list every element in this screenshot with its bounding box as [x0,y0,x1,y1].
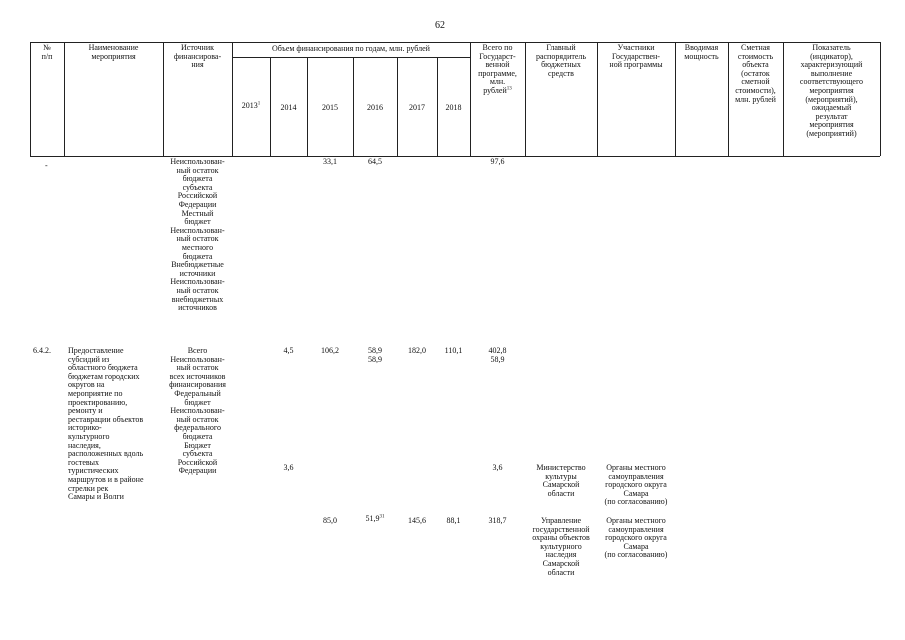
page-number: 62 [435,20,445,31]
years-subheader-line [232,57,470,58]
subject2-sum: 318,7 [488,516,507,525]
header-year-2016: 2016 [367,103,383,112]
header-indicator: Показатель (индикатор), характеризующий выполнение соответствующего мероприятия (мероприятий), ожидаемый результат мероприятия (мероприятий) [799,43,864,138]
total-2015: 106,2 [321,346,339,355]
table-header-bottom-border [30,156,880,157]
header-total: Всего по Государст- венной программе, млн. рублей$^{13}$ [478,43,517,95]
subject2-2016: 51,9$^{31}$ [365,514,385,523]
block1-total: 97,6 [490,157,505,166]
header-capacity: Вводимая мощность [684,43,719,61]
item-number: 6.4.2. [33,346,51,355]
header-chief-manager: Главный распорядитель бюджетных средств [535,43,587,78]
col-border [232,42,233,156]
subject2-2018: 88,1 [446,516,461,525]
subject1-2014: 3,6 [283,463,294,472]
block1-2016: 64,5 [368,157,382,166]
header-year-2013: 2013$^1$ [241,101,261,110]
header-year-2018: 2018 [445,103,462,112]
subject1-sum: 3,6 [492,463,503,472]
total-2016: 58,9 [368,346,382,355]
block2-sources: Всего Неиспользован- ный остаток всех источников финансирования Федеральный бюджет Неиспользован- ный остаток федерального бюджета Бюджет субъекта Российской Федерации [169,346,226,476]
row-dash: - [45,161,48,170]
subject2-participants: Органы местного самоуправления городского округа Самара (по согласованию) [604,516,668,560]
header-year-2015: 2015 [322,103,338,112]
subject2-manager: Управление государственной охраны объектов культурного наследия Самарской области [532,516,590,577]
header-source: Источник финансирова- ния [173,43,222,70]
subject1-participants: Органы местного самоуправления городского округа Самара (по согласованию) [604,463,668,507]
header-volume: Объем финансирования по годам, млн. рублей [272,44,430,53]
total-2014: 4,5 [283,346,294,355]
block1-2015: 33,1 [323,157,337,166]
header-year-2017: 2017 [409,103,425,112]
subject1-manager: Министерство культуры Самарской области [536,463,586,498]
total-2017: 182,0 [408,346,426,355]
unused-sum: 58,9 [490,355,505,364]
subject2-2015: 85,0 [323,516,337,525]
col-border [880,42,881,156]
header-cost: Сметная стоимость объекта (остаток сметной стоимости), млн. рублей [735,43,776,104]
total-sum: 402,8 [488,346,507,355]
header-year-2014: 2014 [280,103,297,112]
item-name: Предоставление субсидий из областного бюджета бюджетам городских округов на мероприятие по проектированию, ремонту и реставрации объектов историко- культурного наследия, расположенных вдоль гостевых туристических маршрутов и в районе стрелки рек Самары и Волги [68,346,144,502]
subject2-2017: 145,6 [408,516,426,525]
total-2018: 110,1 [444,346,463,355]
block1-sources: Неиспользован- ный остаток бюджета субъекта Российской Федерации Местный бюджет Неиспользован- ный остаток местного бюджета Внебюджетные источники Неиспользован- ный остаток внебюджетных источников [170,157,225,313]
header-num: № п/п [41,43,53,61]
header-name: Наименование мероприятия [88,43,139,61]
unused-2016: 58,9 [368,355,382,364]
header-participants: Участники Государствен- ной программы [609,43,663,70]
